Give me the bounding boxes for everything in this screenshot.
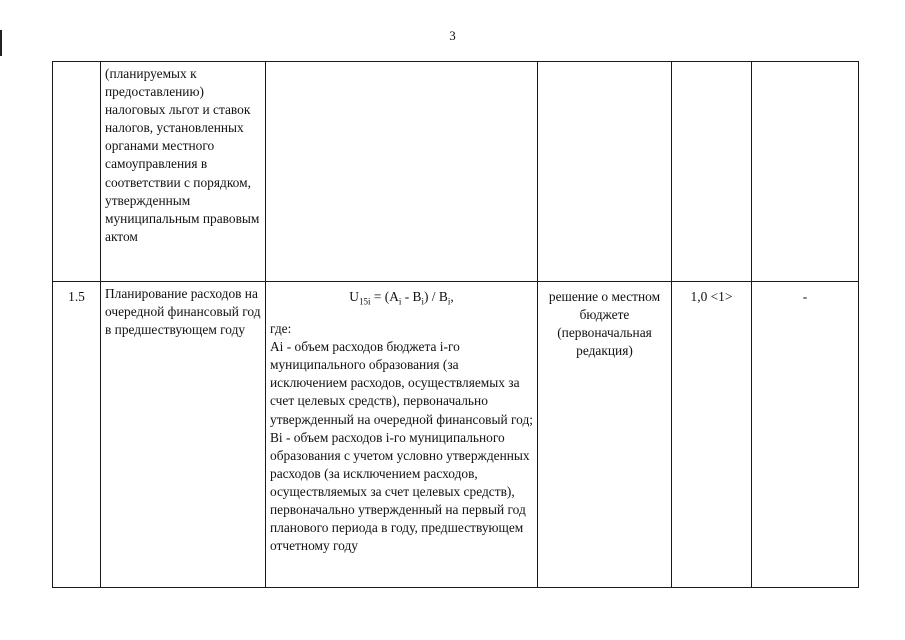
where-label: где: — [270, 321, 292, 337]
cell-extra-empty — [752, 62, 859, 282]
ai-definition: Ai - объем расходов бюджета i-го муниципального образования (за исключением расходов, осуществляемых за счет целевых средств), первоначально утвержденный на очередной финансовый год; — [270, 339, 534, 427]
indicator-table — [52, 61, 859, 588]
table-row-1-5 — [53, 282, 859, 588]
cell-source — [538, 282, 672, 588]
bi-definition: Bi - объем расходов i-го муниципального образования с учетом условно утвержденных расходов (за исключением расходов, осуществляемых за счет целевых средств), первоначально утвержденный на первый год планового периода в году, предшествующем отчетному году — [270, 429, 530, 554]
weight-value: 1,0 <1> — [690, 289, 733, 304]
cell-number-empty — [53, 62, 101, 282]
extra-value: - — [802, 289, 808, 304]
cell-extra — [752, 282, 859, 588]
cell-number — [53, 282, 101, 588]
continued-name-text: (планируемых к предоставлению) налоговых льгот и ставок налогов, установленных органами местного самоуправления в соответствии с порядком, утвержденным муниципальным правовым актом — [105, 66, 260, 244]
cell-formula-empty — [266, 62, 538, 282]
cell-name — [101, 282, 266, 588]
row-number: 1.5 — [68, 289, 85, 304]
cell-name — [101, 62, 266, 282]
cell-weight-empty — [672, 62, 752, 282]
data-source: решение о местном бюджете (первоначальная редакция) — [548, 289, 661, 359]
cell-formula — [266, 282, 538, 588]
cell-weight — [672, 282, 752, 588]
indicator-name: Планирование расходов на очередной финансовый год в предшествующем году — [105, 286, 261, 338]
cell-source-empty — [538, 62, 672, 282]
formula: $U_{15i} = (A_i - B_i) / B_i$, — [349, 289, 454, 307]
table-row-continued — [53, 62, 859, 282]
page-number: 3 — [449, 28, 456, 43]
